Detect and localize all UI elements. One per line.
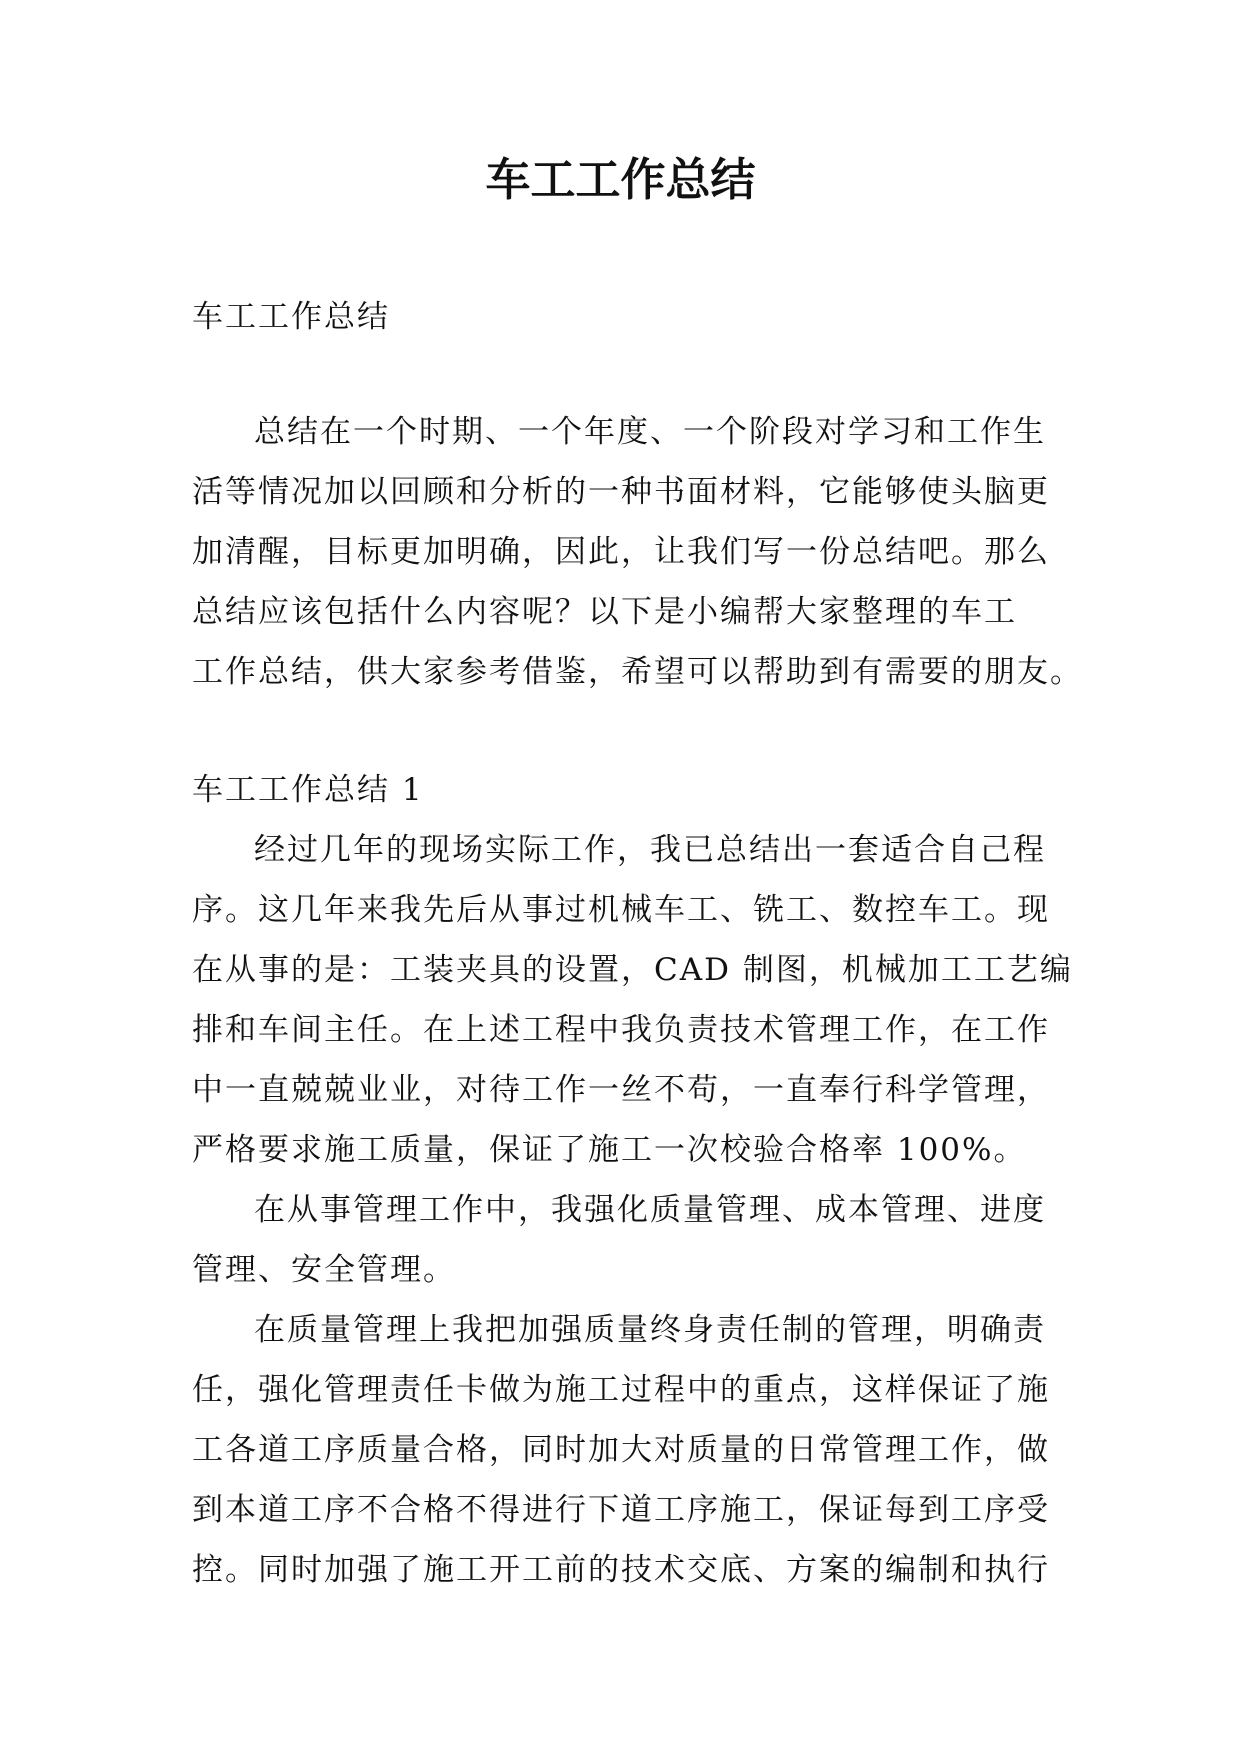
document-title: 车工工作总结	[485, 153, 756, 206]
section1-line: 经过几年的现场实际工作，我已总结出一套适合自己程	[254, 832, 1046, 868]
section3-paragraph	[192, 1300, 1052, 1600]
section3-line: 在质量管理上我把加强质量终身责任制的管理，明确责	[254, 1312, 1046, 1348]
section3-line: 控。同时加强了施工开工前的技术交底、方案的编制和执行	[192, 1552, 1050, 1588]
section2-paragraph	[192, 1180, 1052, 1300]
section1-line: 在从事的是：工装夹具的设置，CAD 制图，机械加工工艺编	[192, 952, 1073, 988]
section1-line: 严格要求施工质量，保证了施工一次校验合格率 100%。	[192, 1132, 1027, 1168]
document-body	[192, 287, 1083, 1600]
section1-line: 序。这几年来我先后从事过机械车工、铣工、数控车工。现	[192, 892, 1050, 928]
intro-line: 加清醒，目标更加明确，因此，让我们写一份总结吧。那么	[192, 534, 1050, 570]
intro-paragraph	[192, 402, 1083, 702]
section2-line: 在从事管理工作中，我强化质量管理、成本管理、进度	[254, 1192, 1046, 1228]
section1-paragraph	[192, 820, 1073, 1180]
section3-line: 任，强化管理责任卡做为施工过程中的重点，这样保证了施	[192, 1372, 1050, 1408]
section3-line: 工各道工序质量合格，同时加大对质量的日常管理工作，做	[192, 1432, 1050, 1468]
intro-line: 总结应该包括什么内容呢？以下是小编帮大家整理的车工	[192, 594, 1017, 630]
intro-line: 总结在一个时期、一个年度、一个阶段对学习和工作生	[254, 414, 1046, 450]
section2-line: 管理、安全管理。	[192, 1252, 456, 1288]
section3-line: 到本道工序不合格不得进行下道工序施工，保证每到工序受	[192, 1492, 1050, 1528]
subtitle: 车工工作总结	[192, 299, 390, 335]
intro-line: 工作总结，供大家参考借鉴，希望可以帮助到有需要的朋友。	[192, 654, 1083, 690]
section1-line: 中一直兢兢业业，对待工作一丝不苟，一直奉行科学管理，	[192, 1072, 1050, 1108]
section-heading: 车工工作总结 1	[192, 772, 424, 808]
section1-line: 排和车间主任。在上述工程中我负责技术管理工作，在工作	[192, 1012, 1050, 1048]
intro-line: 活等情况加以回顾和分析的一种书面材料，它能够使头脑更	[192, 474, 1050, 510]
